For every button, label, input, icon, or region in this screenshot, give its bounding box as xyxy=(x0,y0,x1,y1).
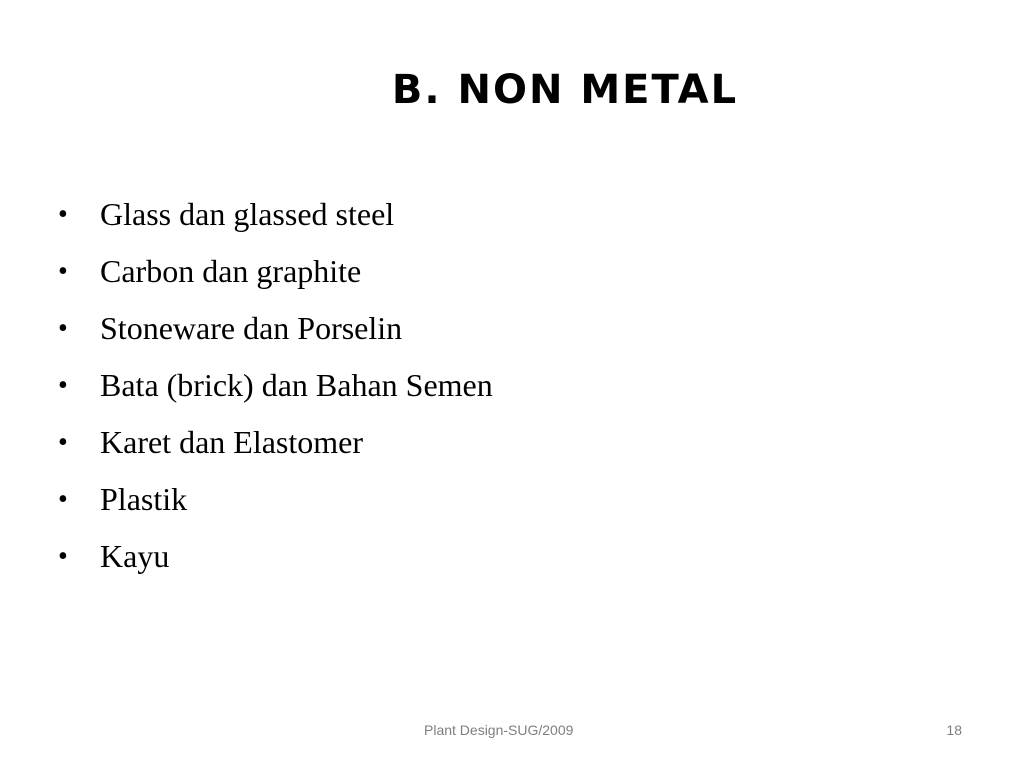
list-item xyxy=(58,528,493,585)
list-item xyxy=(58,300,493,357)
bullet-icon: • xyxy=(58,199,68,230)
bullet-icon: • xyxy=(58,370,68,401)
bullet-icon: • xyxy=(58,484,68,515)
list-item xyxy=(58,357,493,414)
slide-page-number: 18 xyxy=(946,722,962,738)
list-item-text: Kayu xyxy=(100,538,170,574)
list-item xyxy=(58,243,493,300)
list-item-text: Bata (brick) dan Bahan Semen xyxy=(100,367,493,403)
slide-title: B. NON METAL xyxy=(391,67,739,113)
list-item xyxy=(58,186,493,243)
bullet-icon: • xyxy=(58,541,68,572)
list-item-text: Glass dan glassed steel xyxy=(100,196,395,232)
bullet-icon: • xyxy=(58,313,68,344)
list-item-text: Carbon dan graphite xyxy=(100,253,362,289)
bullet-icon: • xyxy=(58,256,68,287)
list-item-text: Stoneware dan Porselin xyxy=(100,310,403,346)
slide-footer: Plant Design-SUG/2009 xyxy=(424,722,574,738)
list-item-text: Karet dan Elastomer xyxy=(100,424,363,460)
bullet-icon: • xyxy=(58,427,68,458)
list-item xyxy=(58,414,493,471)
list-item-text: Plastik xyxy=(100,481,188,517)
bullet-list xyxy=(58,186,493,585)
list-item xyxy=(58,471,493,528)
